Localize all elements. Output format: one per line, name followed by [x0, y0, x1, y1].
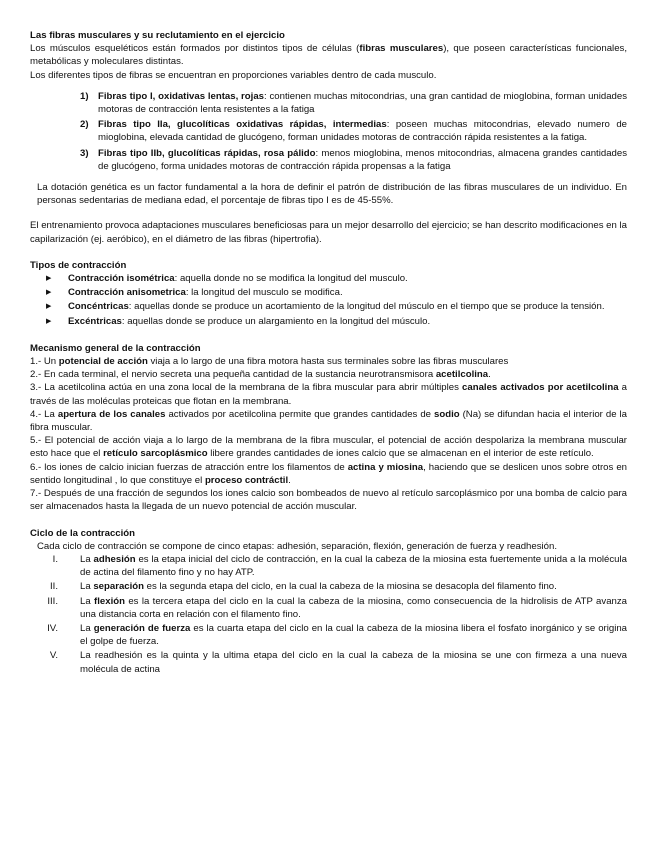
arrow-bullet-icon: ▶	[46, 317, 52, 325]
mechanism-step: 3.- La acetilcolina actúa en una zona local de la membrana de la fibra muscular para abrir múltiples canales activados por acetilcolina a través de las moléculas proteicas que flotan en la membrana.	[30, 382, 627, 407]
list-item: II. La separación es la segunda etapa del ciclo, en la cual la cabeza de la miosina se desacopla del filamento fino.	[30, 580, 627, 593]
list-item: ▶ Excéntricas: aquellas donde se produce un alargamiento en la longitud del músculo.	[46, 315, 431, 327]
intro-paragraph: Los músculos esqueléticos están formados por distintos tipos de células (fibras musculares), que poseen características funcionales, metabólicas y moleculares distintas.	[30, 43, 627, 68]
list-item: 2) Fibras tipo IIa, glucolíticas oxidativas rápidas, intermedias: poseen muchas mitocondrias, elevado numero de mioglobina, elevada cantidad de glucógeno, forman unidades motoras de contracción rápida resistentes a la fatiga.	[80, 119, 627, 144]
list-item: ▶ Concéntricas: aquellas donde se produce un acortamiento de la longitud del músculo en el tiempo que se produce la tensión.	[46, 301, 605, 313]
list-item: ▶ Contracción anisometrica: la longitud del musculo se modifica.	[46, 287, 343, 299]
fiber-types-list	[30, 90, 627, 173]
document-title: Las fibras musculares y su reclutamiento en el ejercicio	[30, 30, 285, 41]
list-item: 1) Fibras tipo I, oxidativas lentas, rojas: contienen muchas mitocondrias, una gran cantidad de mioglobina, forman unidades motoras de contracción lenta resistentes a la fatiga	[80, 90, 628, 116]
arrow-bullet-icon: ▶	[46, 275, 52, 283]
roman-numeral: III.	[47, 595, 58, 607]
training-paragraph: El entrenamiento provoca adaptaciones musculares beneficiosas para un mejor desarrollo del ejercicio; se han descrito modificaciones en la capilarización (ej. aeróbico), en el diámetro de las fibras (hipertrofia).	[30, 220, 627, 245]
genetic-paragraph: La dotación genética es un factor fundamental a la hora de definir el patrón de distribución de las fibras musculares de un individuo. En personas sedentarias de mediana edad, el porcentaje de fibras tipo I es de 45-55%.	[37, 182, 627, 207]
section-heading: Ciclo de la contracción	[30, 527, 136, 539]
contraction-types-list	[30, 272, 627, 328]
arrow-bullet-icon: ▶	[46, 289, 52, 297]
mechanism-step: 5.- El potencial de acción viaja a lo largo de la membrana de la fibra muscular, el potencial de acción despolariza la membrana muscular esto hace que el retículo sarcoplásmico libere grandes cantidades de iones calcio que se almacenan en el interior de este retículo.	[30, 435, 627, 460]
roman-numeral: IV.	[47, 622, 58, 634]
list-item: 3) Fibras tipo IIb, glucolíticas rápidas, rosa pálido: menos mioglobina, menos mitocondrias, almacena grandes cantidades de glucógeno, forma unidades motoras de contracción rápida propensas a la fatiga	[80, 147, 627, 172]
arrow-bullet-icon: ▶	[46, 303, 52, 311]
list-item: IV. La generación de fuerza es la cuarta etapa del ciclo en la cual la cabeza de la miosina libera el fosfato inorgánico y se origina el golpe de fuerza.	[30, 622, 627, 648]
list-number: 1)	[80, 90, 89, 102]
mechanism-step: 4.- La apertura de los canales activados por acetilcolina permite que grandes cantidades de sodio (Na) se difundan hacia el interior de la fibra muscular.	[30, 408, 627, 434]
intro-paragraph-2: Los diferentes tipos de fibras se encuentran en proporciones variables dentro de cada musculo.	[30, 69, 437, 81]
list-item: I. La adhesión es la etapa inicial del ciclo de contracción, en la cual la cabeza de la miosina esta fuertemente unida a la molécula de actina del filamento fino y no hay ATP.	[30, 553, 627, 579]
mechanism-step: 2.- En cada terminal, el nervio secreta una pequeña cantidad de la sustancia neurotransmisora acetilcolina.	[30, 369, 491, 381]
mechanism-step: 7.- Después de una fracción de segundos los iones calcio son bombeados de nuevo al retículo sarcoplásmico por una bomba de calcio para ser almacenados hasta la llegada de un nuevo potencial de acción muscular.	[30, 488, 627, 513]
section-heading: Tipos de contracción	[30, 259, 127, 271]
list-item: ▶ Contracción isométrica: aquella donde no se modifica la longitud del musculo.	[46, 273, 408, 285]
roman-numeral: II.	[50, 581, 58, 593]
mechanism-step: 1.- Un potencial de acción viaja a lo largo de una fibra motora hasta sus terminales sobre las fibras musculares	[30, 356, 509, 368]
list-number: 2)	[80, 119, 89, 131]
list-item: V. La readhesión es la quinta y la ultima etapa del ciclo en la cual la cabeza de la miosina se une con firmeza a una nueva molécula de actina	[30, 649, 627, 675]
roman-numeral: I.	[52, 553, 58, 565]
list-item: III. La flexión es la tercera etapa del ciclo en la cual la cabeza de la miosina, como consecuencia de la hidrolisis de ATP avanza una distancia corta en relación con el filamento fino.	[30, 595, 627, 621]
list-number: 3)	[80, 147, 89, 159]
cycle-intro: Cada ciclo de contracción se compone de cinco etapas: adhesión, separación, flexión, generación de fuerza y readhesión.	[37, 540, 557, 552]
mechanism-step: 6.- los iones de calcio inician fuerzas de atracción entre los filamentos de actina y miosina, haciendo que se deslicen unos sobre otros en sentido longitudinal , lo que constituye el proceso contráctil.	[30, 461, 627, 486]
cycle-stages-list	[30, 553, 627, 676]
section-heading: Mecanismo general de la contracción	[30, 342, 201, 354]
roman-numeral: V.	[49, 650, 58, 662]
